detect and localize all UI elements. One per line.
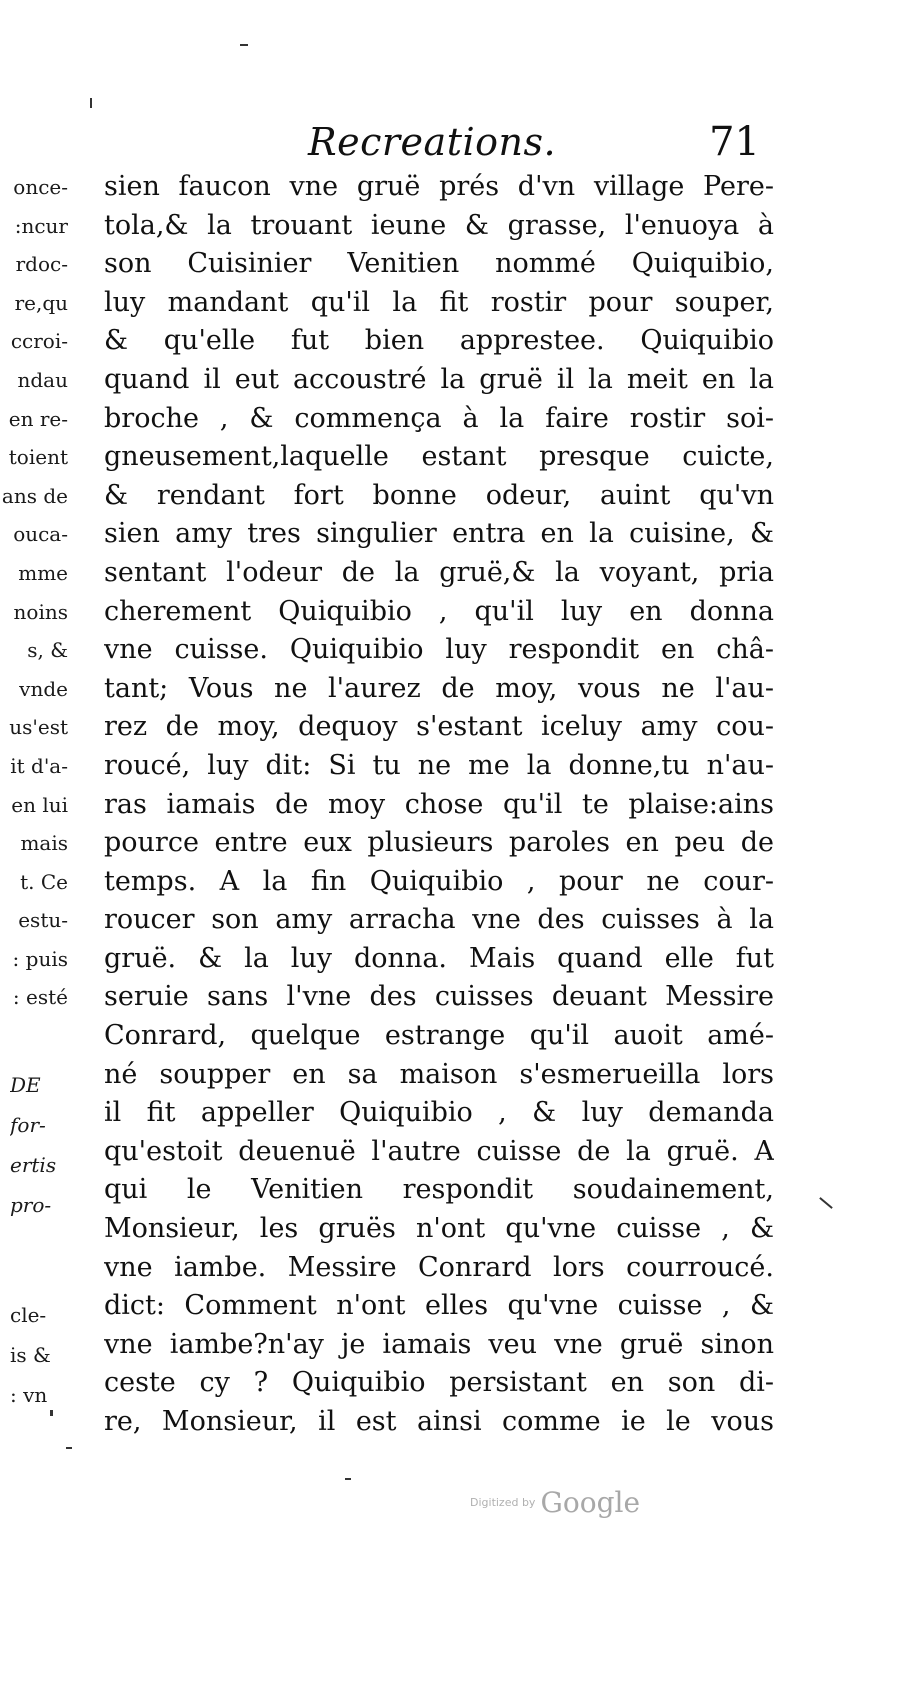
margin-fragment: is & [10,1343,51,1367]
margin-fragment: : esté [12,985,68,1010]
google-logo: Google [540,1486,641,1519]
margin-fragment: vnde [19,676,68,701]
text-line: tola,& la trouant ieune & grasse, l'enuoya à [104,209,774,241]
text-line: vne cuisse. Quiquibio luy respondit en châ- [104,634,774,666]
text-line: pource entre eux plusieurs paroles en peu de [104,827,774,859]
margin-fragment: en lui [11,792,68,817]
margin-fragment: us'est [9,715,68,740]
left-margin-bleed-text [0,168,68,1017]
text-line: vne iambe. Messire Conrard lors courroucé. [104,1251,774,1283]
text-line: re, Monsieur, il est ainsi comme ie le vous [104,1406,774,1437]
text-line: & rendant fort bonne odeur, auint qu'vn [104,479,774,511]
text-line: Conrard, quelque estrange qu'il auoit amé- [104,1020,774,1052]
margin-fragment: ndau [17,367,68,392]
text-line: gneusement,laquelle estant presque cuicte, [104,441,774,473]
text-line: seruie sans l'vne des cuisses deuant Messire [104,981,774,1013]
text-line: il fit appeller Quiquibio , & luy demanda [104,1097,774,1129]
margin-fragment: t. Ce [20,869,68,894]
margin-fragment: noins [13,599,68,624]
text-line: gruë. & la luy donna. Mais quand elle fut [104,942,774,974]
margin-fragment: :ncur [14,213,68,238]
text-line: rez de moy, dequoy s'estant iceluy amy cou- [104,711,774,743]
page-header [300,118,760,168]
text-line: vne iambe?n'ay je iamais veu vne gruë sinon [104,1328,774,1360]
margin-fragment: : vn [10,1383,48,1407]
text-line: son Cuisinier Venitien nommé Quiquibio, [104,248,774,280]
text-line: qui le Venitien respondit soudainement, [104,1174,774,1206]
scan-speck [90,98,92,108]
text-line: ras iamais de moy chose qu'il te plaise:ains [104,788,774,820]
margin-fragment: ouca- [13,522,68,547]
text-line: cherement Quiquibio , qu'il luy en donna [104,595,774,627]
margin-fragment: mme [18,560,68,585]
margin-fragment: : puis [12,946,68,971]
text-line: & qu'elle fut bien apprestee. Quiquibio [104,325,774,357]
scan-speck [66,1447,72,1449]
text-line: broche , & commença à la faire rostir soi- [104,402,774,434]
scan-speck [50,1410,53,1416]
text-line: sentant l'odeur de la gruë,& la voyant, pria [104,556,774,588]
margin-fragment: estu- [18,908,68,933]
margin-fragment: DE [10,1073,41,1097]
text-line: temps. A la fin Quiquibio , pour ne cour- [104,865,774,897]
margin-fragment: cle- [10,1303,47,1327]
margin-fragment: re,qu [14,290,68,315]
page-number: 71 [709,119,760,165]
text-line: luy mandant qu'il la fit rostir pour souper, [104,286,774,318]
margin-fragment: ccroi- [10,329,68,354]
text-line: quand il eut accoustré la gruë il la meit en la [104,363,774,395]
text-line: sien amy tres singulier entra en la cuisine, & [104,518,774,550]
text-line: ceste cy ? Quiquibio persistant en son di- [104,1367,774,1399]
text-line: dict: Comment n'ont elles qu'vne cuisse , & [104,1290,774,1322]
text-line: roucer son amy arracha vne des cuisses à la [104,904,774,936]
margin-fragment: mais [20,831,68,856]
scan-speck [819,1197,833,1209]
digitized-by-watermark [470,1486,670,1530]
left-margin-bleed-italic [10,1065,70,1225]
margin-fragment: en re- [8,406,68,431]
text-line: tant; Vous ne l'aurez de moy, vous ne l'au- [104,672,774,704]
margin-fragment: ans de [1,483,68,508]
margin-fragment: for- [10,1113,46,1137]
body-text [104,168,774,1442]
margin-fragment: toient [8,445,68,470]
text-line: roucé, luy dit: Si tu ne me la donne,tu n'au- [104,749,774,781]
text-line: né soupper en sa maison s'esmerueilla lors [104,1058,774,1090]
text-line: sien faucon vne gruë prés d'vn village Pere- [104,171,774,202]
text-line: Monsieur, les gruës n'ont qu'vne cuisse , & [104,1213,774,1245]
text-line: qu'estoit deuenuë l'autre cuisse de la gruë. A [104,1135,774,1167]
margin-fragment: once- [13,175,68,199]
margin-fragment: s, & [27,638,68,663]
scan-speck [240,44,248,46]
watermark-prefix: Digitized by [470,1496,536,1509]
margin-fragment: rdoc- [15,252,68,277]
margin-fragment: it d'a- [10,753,68,778]
margin-fragment: ertis [10,1153,57,1177]
left-margin-bleed-bottom [10,1295,70,1415]
running-head: Recreations. [308,120,557,164]
scan-speck [345,1478,351,1480]
margin-fragment: pro- [10,1193,52,1217]
